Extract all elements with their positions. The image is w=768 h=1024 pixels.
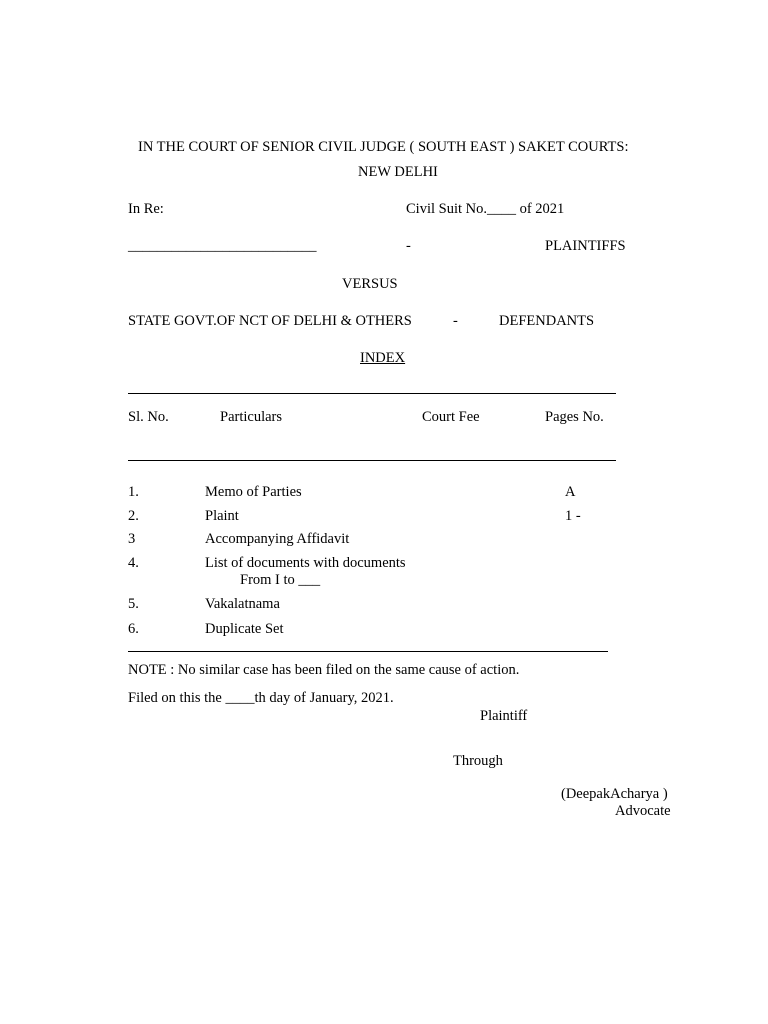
through-label: Through [453, 753, 503, 769]
row-particular: Memo of Parties [205, 484, 302, 500]
defendant-name: STATE GOVT.OF NCT OF DELHI & OTHERS [128, 313, 412, 329]
row-pages: 1 - [565, 508, 581, 524]
row-sl-no: 2. [128, 508, 139, 524]
row-particular: List of documents with documents [205, 555, 406, 571]
row-sl-no: 5. [128, 596, 139, 612]
defendants-label: DEFENDANTS [499, 313, 595, 329]
column-header-pages-no: Pages No. [545, 409, 604, 425]
row-sl-no: 4. [128, 555, 139, 571]
court-heading-line1: IN THE COURT OF SENIOR CIVIL JUDGE ( SOUTH EAST ) SAKET COURTS: [138, 139, 629, 155]
row-particular-sub: From I to ___ [240, 572, 321, 588]
row-sl-no: 6. [128, 621, 139, 637]
row-sl-no: 1. [128, 484, 139, 500]
versus-label: VERSUS [342, 276, 398, 292]
index-title: INDEX [360, 350, 406, 366]
plaintiff-dash: - [406, 238, 411, 254]
filed-on-text: Filed on this the ____th day of January, 2021. [128, 690, 394, 706]
table-bottom-rule [128, 651, 608, 652]
column-header-court-fee: Court Fee [422, 409, 480, 425]
advocate-name: (DeepakAcharya ) [561, 786, 668, 802]
row-particular: Accompanying Affidavit [205, 531, 350, 547]
court-heading-line2: NEW DELHI [358, 164, 438, 180]
row-particular: Duplicate Set [205, 621, 284, 637]
row-pages: A [565, 484, 576, 500]
in-re-label: In Re: [128, 201, 164, 217]
plaintiff-signature-label: Plaintiff [480, 708, 528, 724]
plaintiffs-label: PLAINTIFFS [545, 238, 626, 254]
defendant-dash: - [453, 313, 458, 329]
row-sl-no: 3 [128, 531, 136, 547]
plaintiff-name-blank: __________________________ [128, 238, 317, 254]
row-particular: Plaint [205, 508, 239, 524]
column-header-particulars: Particulars [220, 409, 283, 425]
column-header-sl-no: Sl. No. [128, 409, 169, 425]
note-text: NOTE : No similar case has been filed on the same cause of action. [128, 662, 520, 678]
row-particular: Vakalatnama [205, 596, 280, 612]
table-top-rule [128, 393, 616, 394]
table-header-rule [128, 460, 616, 461]
advocate-title: Advocate [615, 803, 671, 819]
civil-suit-number: Civil Suit No.____ of 2021 [406, 201, 565, 217]
